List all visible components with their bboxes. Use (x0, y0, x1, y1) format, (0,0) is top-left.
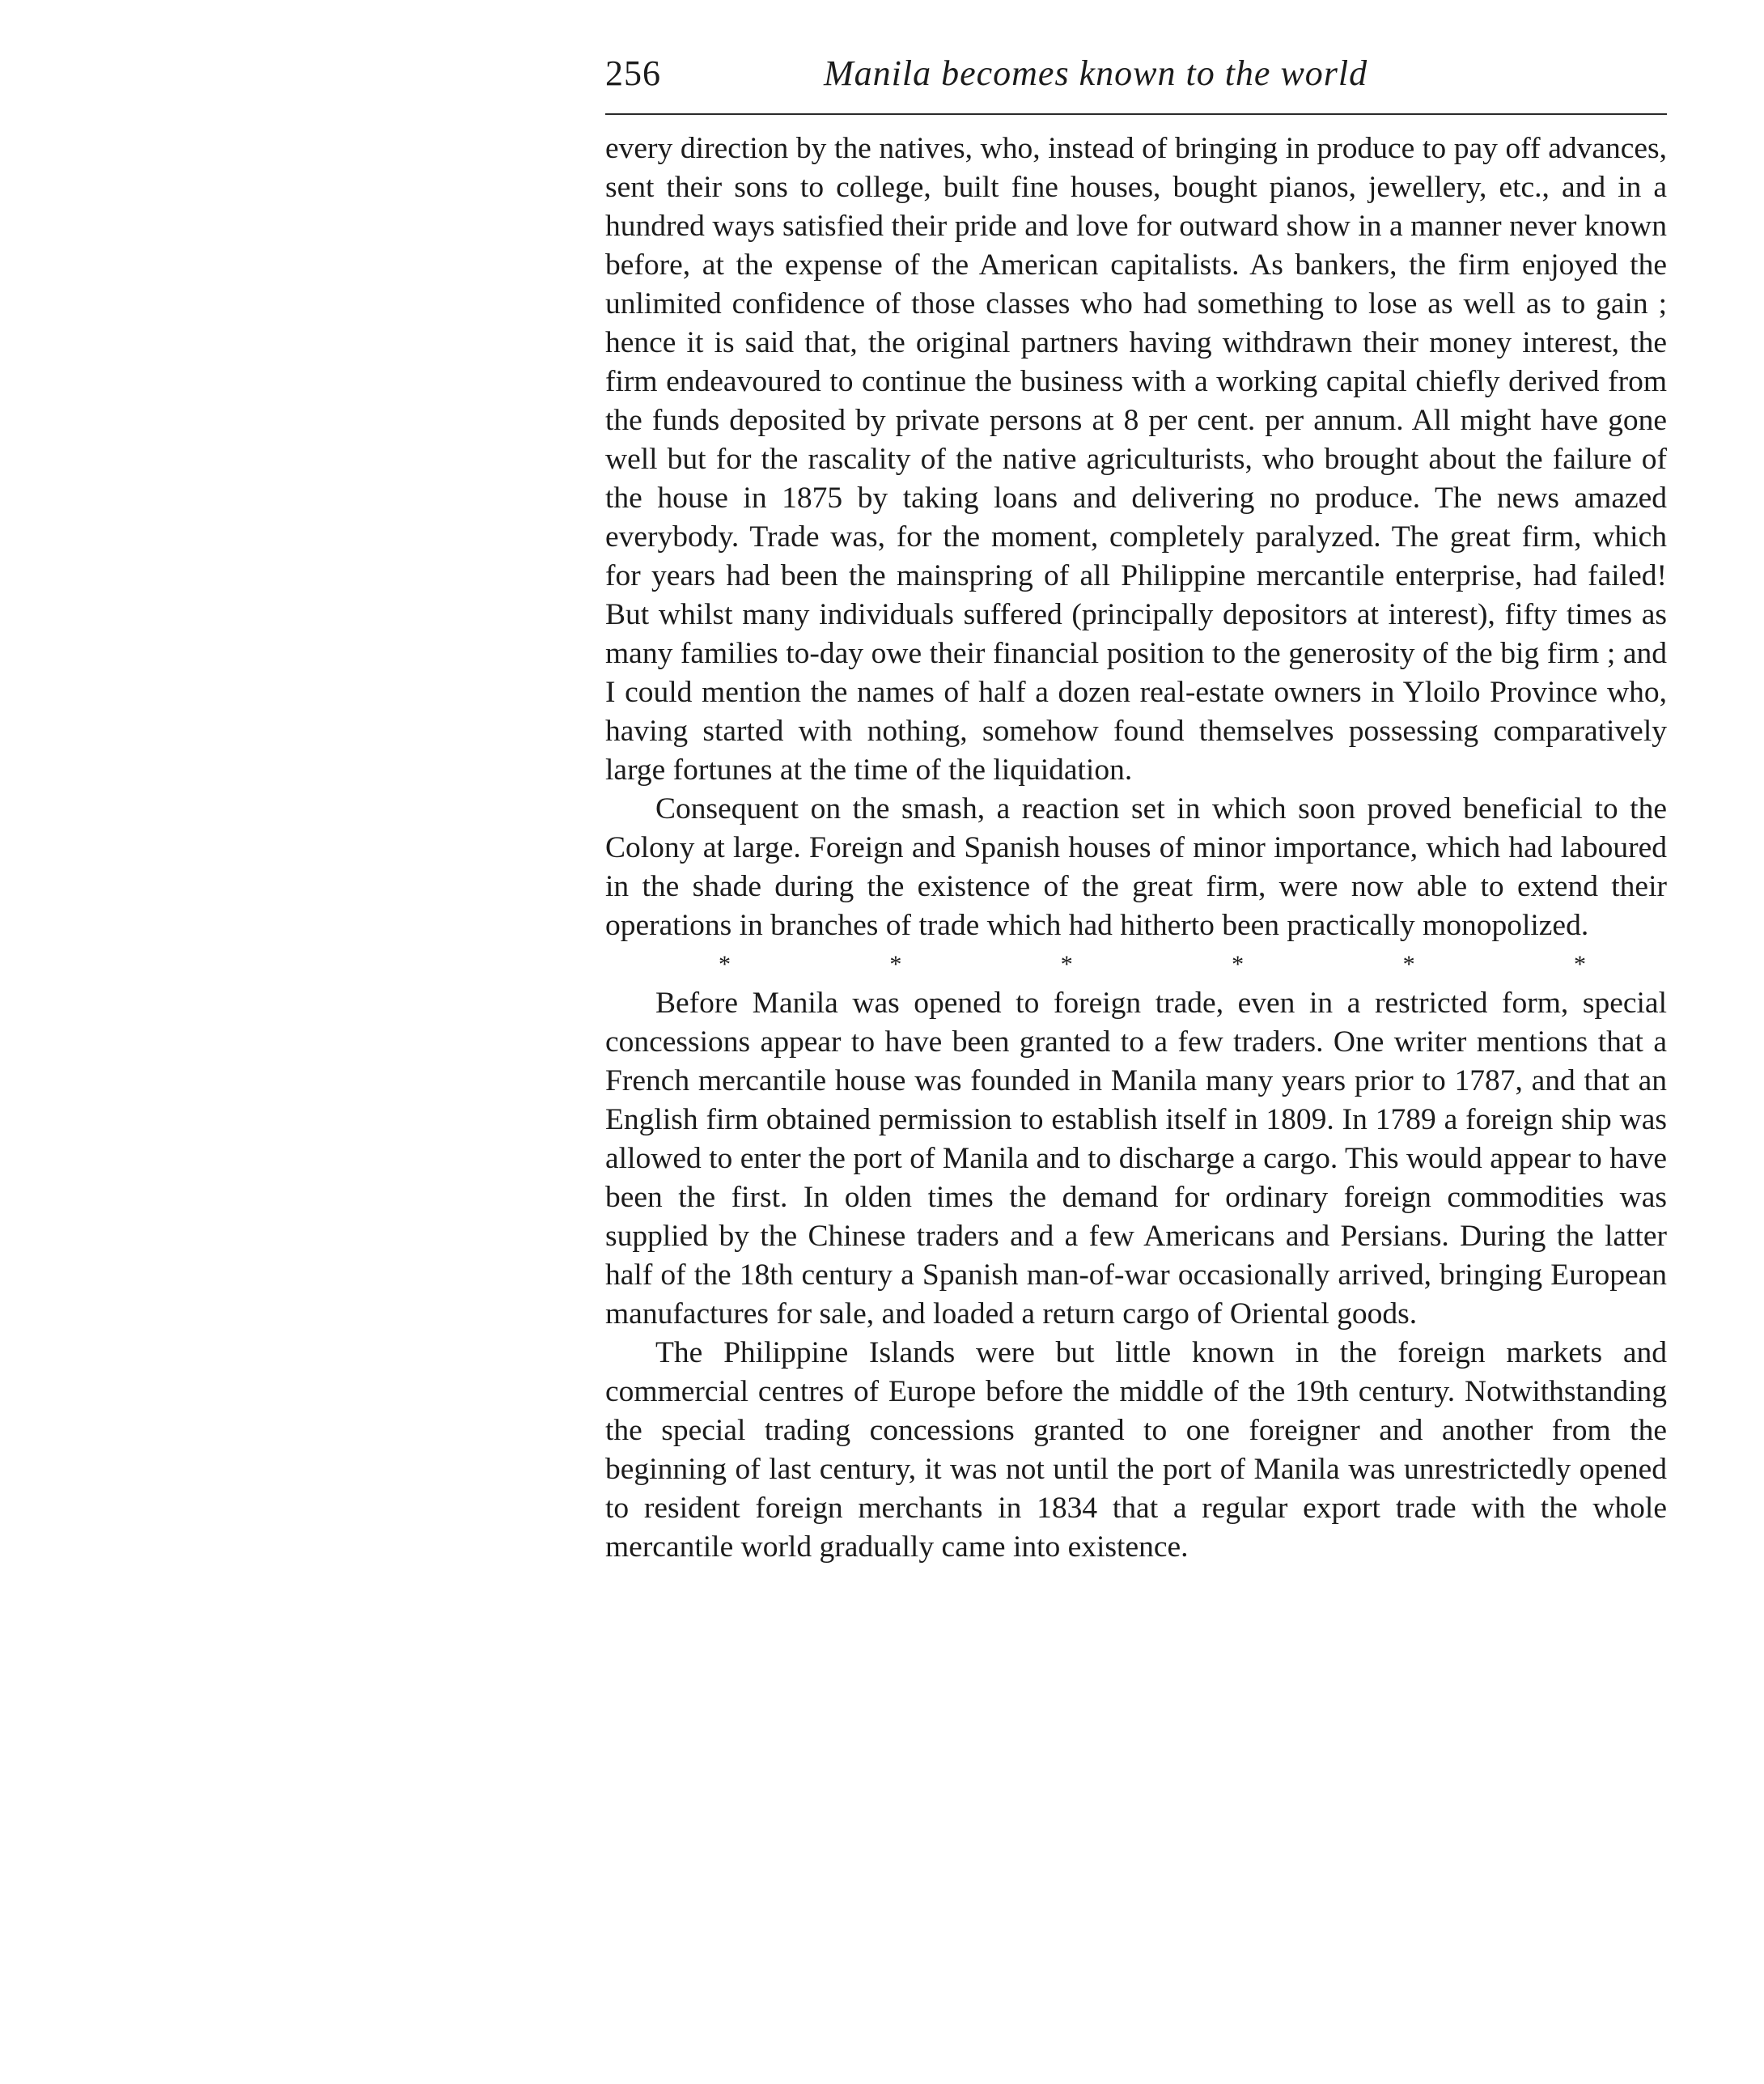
paragraph-before-manila: Before Manila was opened to foreign trade, even in a restricted form, special concessions appear to have been granted to a few traders. One writer mentions that a French mercantile house was founded in Manila many years prior to 1787, and that an English firm obtained permission to establish itself in 1809. In 1789 a foreign ship was allowed to enter the port of Manila and to discharge a cargo. This would appear to have been the first. In olden times the demand for ordinary foreign commodities was supplied by the Chinese traders and a few Americans and Persians. During the latter half of the 18th century a Spanish man-of-war occasionally arrived, bringing European manufactures for sale, and loaded a return cargo of Oriental goods. (605, 987, 1667, 1331)
asterisk: * (1402, 951, 1415, 978)
asterisk: * (889, 951, 902, 978)
asterisk: * (1573, 951, 1586, 978)
page-number: 256 (605, 53, 661, 93)
paragraph-consequent: Consequent on the smash, a reaction set in which soon proved beneficial to the Colony at large. Foreign and Spanish houses of minor importance, which had laboured in the shade during the existence of the great firm, were now able to extend their operations in branches of trade which had hitherto been practically monopolized. (605, 792, 1667, 942)
running-title: Manila becomes known to the world (824, 53, 1368, 93)
paragraph-philippine-islands: The Philippine Islands were but little known in the foreign markets and commercial centres of Europe before the middle of the 19th century. Notwithstanding the special trading concessions granted to one foreigner and another from the beginning of last century, it was not until the port of Manila was unrestrictedly opened to resident foreign merchants in 1834 that a regular export trade with the whole mercantile world gradually came into existence. (605, 1336, 1667, 1564)
header-rule (605, 113, 1667, 115)
asterisk: * (1060, 951, 1073, 978)
section-break (605, 945, 1667, 984)
asterisk: * (719, 951, 731, 978)
running-head (605, 49, 1667, 99)
book-page (605, 49, 1667, 1567)
paragraph-continuation: every direction by the natives, who, instead of bringing in produce to pay off advances, sent their sons to college, built fine houses, bought pianos, jewellery, etc., and in a hundred ways satisfied their pride and love for outward show in a manner never known before, at the expense of the American capitalists. As bankers, the firm enjoyed the unlimited confidence of those classes who had something to lose as well as to gain ; hence it is said that, the original partners having withdrawn their money interest, the firm endeavoured to continue the business with a working capital chiefly derived from the funds deposited by private persons at 8 per cent. per annum. All might have gone well but for the rascality of the native agriculturists, who brought about the failure of the house in 1875 by taking loans and delivering no produce. The news amazed everybody. Trade was, for the moment, completely paralyzed. The great firm, which for years had been the mainspring of all Philippine mercantile enterprise, had failed! But whilst many individuals suffered (principally depositors at interest), fifty times as many families to-day owe their financial position to the generosity of the big firm ; and I could mention the names of half a dozen real-estate owners in Yloilo Province who, having started with nothing, somehow found themselves possessing comparatively large fortunes at the time of the liquidation. (605, 132, 1667, 787)
asterisk: * (1232, 951, 1245, 978)
